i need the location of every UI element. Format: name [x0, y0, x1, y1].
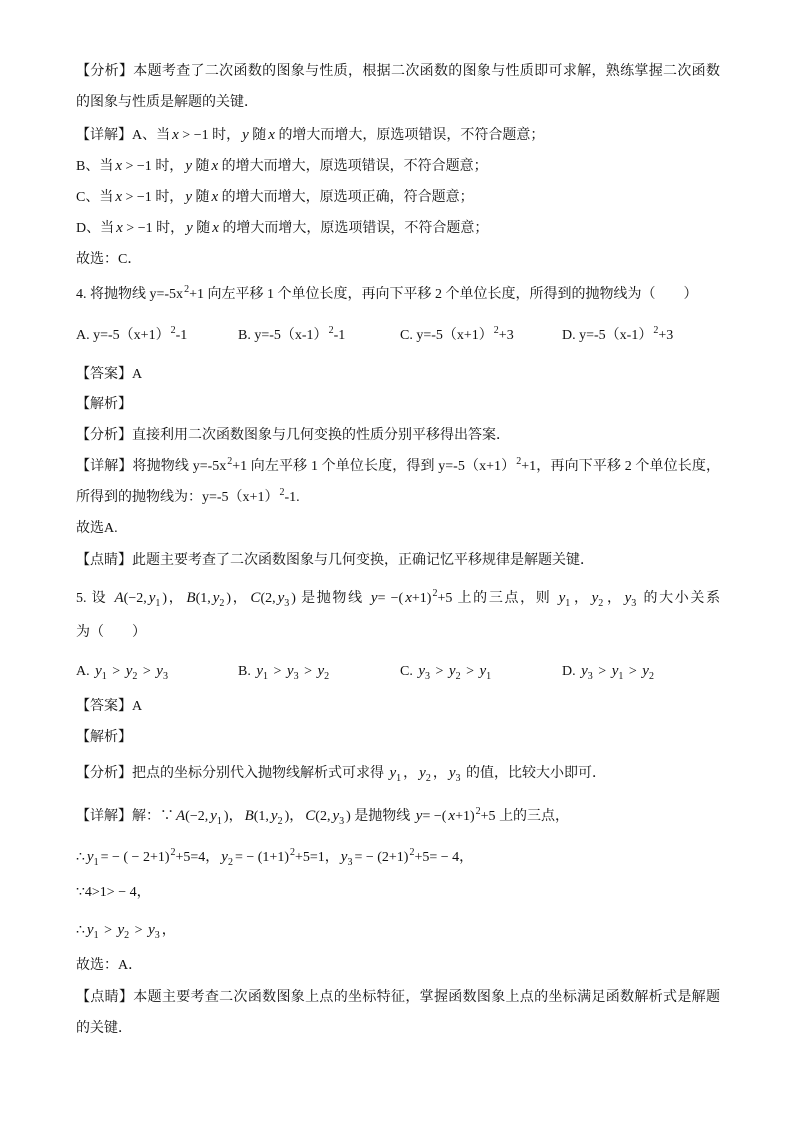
text-run: ，: [167, 591, 185, 606]
math-italic-variable: y: [95, 663, 102, 679]
text-run: 【详解】解：: [76, 809, 160, 824]
math-italic-variable: y: [185, 189, 192, 205]
math-roman: +5=1: [294, 850, 325, 865]
math-roman: +3: [658, 328, 674, 343]
subscript: 3: [455, 773, 461, 784]
q3-analysis-line-2: [76, 93, 258, 113]
math-roman: +5= − 4: [414, 850, 460, 865]
subscript: 1: [565, 598, 571, 609]
text-run: 是抛物线: [350, 809, 414, 824]
math-italic-variable: x: [116, 220, 123, 236]
math-roman: +1: [521, 459, 537, 474]
math-roman: +5: [480, 809, 496, 824]
superscript: 2: [289, 847, 295, 858]
q5-analysis: [76, 763, 606, 784]
math-roman: +5=4: [175, 850, 206, 865]
math-roman: ): [223, 809, 229, 824]
subscript: 2: [277, 816, 283, 827]
superscript: 2: [432, 588, 438, 599]
math-roman: +1): [455, 809, 475, 824]
text-run: 时，: [155, 190, 184, 205]
text-run: 【解析】: [76, 397, 132, 412]
q3-answer-choice: [76, 250, 141, 270]
math-italic-variable: y: [125, 663, 133, 679]
math-roman: ): [291, 591, 296, 606]
subscript: 1: [396, 773, 402, 784]
text-run: ，: [136, 885, 151, 900]
q3-detail-line-c: [76, 187, 474, 208]
math-roman: A. y=-5（x+1）: [76, 328, 170, 343]
superscript: 2: [279, 487, 285, 498]
text-run: 【答案】A: [76, 367, 143, 382]
superscript: 2: [653, 325, 659, 336]
math-roman: >: [625, 664, 641, 679]
superscript: 2: [184, 284, 190, 295]
q5-question-stem-line-1: [76, 588, 720, 609]
text-run: 个单位长度，得到: [317, 459, 439, 474]
text-run: 【答案】A: [76, 699, 143, 714]
q5-option-c: [400, 661, 493, 682]
math-roman: ∵4>1> − 4: [76, 885, 137, 900]
q4-option-d: [562, 326, 673, 346]
q4-option-b: [238, 326, 345, 346]
q4-answer: [76, 365, 142, 385]
math-italic-variable: y: [332, 808, 340, 824]
text-run: 【解析】: [76, 730, 132, 745]
math-roman: (1,: [253, 809, 269, 824]
q5-detail-line-2: [76, 847, 473, 868]
subscript: 3: [284, 598, 290, 609]
text-run: ，: [572, 591, 590, 606]
text-run: 的增大而增大，原选项错误，不符合题意；: [218, 221, 489, 236]
math-roman: = −(: [422, 809, 447, 824]
math-roman: > −1: [122, 159, 156, 174]
math-roman: 1: [310, 459, 318, 474]
superscript: 2: [328, 325, 334, 336]
text-run: 【详解】将抛物线: [76, 459, 193, 474]
q5-question-stem-line-2: [76, 623, 146, 643]
math-roman: ): [162, 591, 168, 606]
math-roman: 5.: [76, 591, 92, 606]
math-italic-variable: y: [317, 663, 325, 679]
math-roman: (−2,: [123, 591, 147, 606]
text-run: 是抛物线: [295, 591, 369, 606]
math-italic-variable: y: [210, 808, 217, 824]
subscript: 1: [486, 671, 492, 682]
q3-detail-line-b: [76, 156, 488, 177]
text-run: 个单位长度，: [631, 459, 721, 474]
superscript: 2: [227, 456, 233, 467]
text-run: ，: [324, 850, 339, 865]
subscript: 1: [93, 930, 99, 941]
math-roman: D.: [562, 664, 580, 679]
math-roman: ∴: [76, 850, 85, 865]
math-roman: > −1: [178, 128, 213, 143]
math-roman: (2,: [260, 591, 276, 606]
subscript: 1: [155, 598, 161, 609]
text-run: D、当: [76, 221, 115, 236]
text-run: 向左平移: [247, 459, 311, 474]
math-italic-variable: y: [221, 849, 228, 865]
text-run: ，: [459, 850, 474, 865]
math-roman: >: [300, 664, 316, 679]
q5-answer-choice: [76, 956, 142, 976]
text-run: 【分析】把点的坐标分别代入抛物线解析式可求得: [76, 766, 388, 781]
text-run: 时，: [155, 159, 184, 174]
math-roman: ∵: [160, 809, 174, 824]
math-roman: = − ( − 2+1): [100, 850, 170, 865]
text-run: 故选：C．: [76, 252, 142, 267]
math-italic-variable: y: [419, 765, 426, 781]
q4-option-c: [400, 326, 514, 346]
math-italic-variable: y: [212, 590, 220, 606]
math-roman: >: [462, 664, 478, 679]
math-italic-variable: y: [581, 663, 588, 679]
math-italic-variable: y: [117, 922, 125, 938]
text-run: 随: [192, 221, 211, 236]
math-roman: = − (2+1): [354, 850, 409, 865]
q5-comment-line-1: [76, 988, 720, 1008]
text-run: 随: [248, 128, 267, 143]
subscript: 3: [339, 816, 345, 827]
math-roman: = −(: [377, 591, 404, 606]
q4-detail-line-2: [76, 488, 300, 508]
math-italic-variable: C: [305, 808, 316, 824]
math-roman: D. y=-5（x-1）: [562, 328, 653, 343]
math-italic-variable: x: [448, 808, 456, 824]
q5-detail-line-4: [76, 920, 176, 941]
math-italic-variable: x: [268, 127, 275, 143]
text-run: 向左平移: [203, 287, 267, 302]
text-run: 【详解】A、当: [76, 128, 171, 143]
q5-comment-line-2: [76, 1019, 132, 1039]
q5-answer: [76, 697, 142, 717]
math-italic-variable: y: [86, 922, 94, 938]
math-italic-variable: y: [448, 765, 456, 781]
math-italic-variable: y: [611, 663, 619, 679]
math-italic-variable: x: [172, 127, 179, 143]
q4-comment: [76, 551, 594, 571]
math-roman: +3: [498, 328, 514, 343]
subscript: 1: [216, 816, 222, 827]
math-roman: -1: [333, 328, 346, 343]
text-run: 所得到的抛物线为：: [76, 490, 202, 505]
math-italic-variable: y: [286, 663, 294, 679]
math-italic-variable: y: [479, 663, 487, 679]
math-roman: ): [226, 591, 232, 606]
subscript: 1: [263, 671, 269, 682]
text-run: 【分析】直接利用二次函数图象与几何变换的性质分别平移得出答案．: [76, 428, 510, 443]
math-roman: +1: [189, 287, 204, 302]
text-run: C、当: [76, 190, 114, 205]
math-roman: >: [270, 664, 285, 679]
math-italic-variable: y: [415, 808, 423, 824]
q5-explanation-heading: [76, 728, 132, 748]
q4-question-stem: [76, 285, 697, 305]
math-roman: >: [131, 923, 147, 938]
math-roman: >: [108, 664, 124, 679]
subscript: 2: [648, 671, 654, 682]
math-italic-variable: y: [340, 849, 348, 865]
math-roman: ): [284, 809, 290, 824]
text-run: 上的三点，: [495, 809, 570, 824]
text-run: 的大小关系: [638, 591, 721, 606]
math-italic-variable: x: [211, 158, 219, 174]
math-italic-variable: y: [185, 158, 192, 174]
math-roman: >: [432, 664, 447, 679]
math-roman: = − (1+1): [234, 850, 289, 865]
math-roman: > −1: [122, 221, 157, 236]
math-italic-variable: y: [242, 127, 249, 143]
text-run: 为（ ）: [76, 625, 146, 640]
math-italic-variable: B: [186, 590, 196, 606]
q3-detail-line-d: [76, 218, 488, 239]
subscript: 3: [425, 671, 431, 682]
math-italic-variable: C: [250, 590, 261, 606]
subscript: 3: [587, 671, 593, 682]
q5-option-b: [238, 661, 331, 682]
math-italic-variable: B: [244, 808, 254, 824]
math-roman: (2,: [315, 809, 331, 824]
math-italic-variable: y: [156, 663, 163, 679]
math-italic-variable: y: [186, 220, 193, 236]
math-roman: y=-5x: [149, 287, 184, 302]
math-italic-variable: y: [148, 590, 156, 606]
math-italic-variable: A: [114, 590, 124, 606]
math-roman: A.: [76, 664, 94, 679]
subscript: 2: [425, 773, 431, 784]
q4-options-row: [76, 326, 716, 346]
subscript: 2: [227, 857, 233, 868]
text-run: 的增大而增大，原选项正确，符合题意；: [218, 190, 474, 205]
math-roman: 2: [624, 459, 632, 474]
text-run: 个单位长度，再向下平移: [273, 287, 435, 302]
math-italic-variable: x: [212, 220, 219, 236]
text-run: 【分析】本题考查了二次函数的图象与性质，根据二次函数的图象与性质即可求解，熟练掌握二次函数: [76, 64, 720, 79]
text-run: 将抛物线: [90, 287, 150, 302]
text-run: ，: [231, 591, 249, 606]
text-run: 故选A.: [76, 521, 118, 536]
math-roman: > −1: [122, 190, 156, 205]
math-roman: >: [594, 664, 610, 679]
subscript: 3: [631, 598, 637, 609]
subscript: 2: [132, 671, 138, 682]
text-run: 【点睛】此题主要考查了二次函数图象与几何变换，正确记忆平移规律是解题关键．: [76, 553, 594, 568]
text-run: B、当: [76, 159, 114, 174]
math-roman: >: [100, 923, 116, 938]
superscript: 2: [475, 806, 481, 817]
math-roman: C. y=-5（x+1）: [400, 328, 493, 343]
math-roman: C.: [400, 664, 417, 679]
math-italic-variable: x: [211, 189, 219, 205]
text-run: ，再向下平移: [536, 459, 625, 474]
math-italic-variable: y: [277, 590, 285, 606]
text-run: ，: [289, 809, 304, 824]
q5-option-d: [562, 661, 656, 682]
text-run: 随: [191, 190, 210, 205]
q5-options-row: [76, 661, 716, 681]
math-italic-variable: x: [115, 189, 123, 205]
subscript: 3: [293, 671, 299, 682]
superscript: 2: [170, 325, 176, 336]
text-run: ，: [403, 766, 418, 781]
text-run: 时，: [156, 221, 185, 236]
math-italic-variable: y: [448, 663, 456, 679]
text-run: 随: [191, 159, 210, 174]
math-italic-variable: y: [270, 808, 278, 824]
q5-detail-line-1: [76, 806, 569, 827]
text-run: 的值，比较大小即可．: [462, 766, 607, 781]
text-run: ，: [432, 766, 447, 781]
math-roman: y=-5（x+1）: [202, 490, 279, 505]
subscript: 1: [618, 671, 624, 682]
subscript: 1: [101, 671, 107, 682]
math-roman: +1): [411, 591, 432, 606]
superscript: 2: [493, 325, 499, 336]
text-run: 的增大而增大，原选项错误，不符合题意；: [274, 128, 545, 143]
math-roman: y=-5（x+1）: [438, 459, 516, 474]
math-italic-variable: y: [256, 663, 264, 679]
superscript: 2: [516, 456, 522, 467]
math-roman: ): [346, 809, 351, 824]
math-italic-variable: y: [370, 590, 378, 606]
math-roman: (1,: [195, 591, 211, 606]
text-run: 时，: [212, 128, 241, 143]
q4-analysis: [76, 426, 510, 446]
text-run: ，: [605, 591, 623, 606]
q3-detail-line-a: [76, 125, 544, 146]
subscript: 2: [598, 598, 604, 609]
subscript: 3: [162, 671, 168, 682]
q4-detail-line-1: [76, 457, 720, 477]
text-run: ，: [205, 850, 220, 865]
q4-answer-choice: [76, 519, 118, 539]
math-italic-variable: x: [405, 590, 412, 606]
math-roman: B. y=-5（x-1）: [238, 328, 328, 343]
text-run: ，: [228, 809, 243, 824]
math-italic-variable: y: [558, 590, 566, 606]
math-italic-variable: y: [642, 663, 649, 679]
text-run: 个单位长度，所得到的抛物线为（ ）: [441, 287, 698, 302]
text-run: 的关键．: [76, 1021, 132, 1036]
math-italic-variable: A: [176, 808, 186, 824]
math-roman: B.: [238, 664, 255, 679]
superscript: 2: [170, 847, 176, 858]
math-italic-variable: y: [624, 590, 632, 606]
text-run: ，: [161, 923, 176, 938]
q5-option-a: [76, 661, 170, 682]
math-roman: +1: [232, 459, 248, 474]
math-italic-variable: y: [418, 663, 426, 679]
subscript: 3: [347, 857, 353, 868]
text-run: 【点睛】本题主要考查二次函数图象上点的坐标特征，掌握函数图象上点的坐标满足函数解析式是解题: [76, 990, 720, 1005]
math-roman: (−2,: [185, 809, 209, 824]
text-run: 上的三点，则: [452, 591, 557, 606]
q4-option-a: [76, 326, 187, 346]
math-italic-variable: x: [115, 158, 123, 174]
superscript: 2: [409, 847, 415, 858]
subscript: 3: [154, 930, 160, 941]
subscript: 2: [324, 671, 330, 682]
math-italic-variable: y: [591, 590, 599, 606]
math-roman: y=-5x: [192, 459, 227, 474]
math-roman: +5: [437, 591, 453, 606]
math-roman: ∴: [76, 923, 85, 938]
math-roman: 2: [434, 287, 442, 302]
text-run: 故选：A．: [76, 958, 143, 973]
q5-detail-line-3: [76, 883, 151, 903]
text-run: 设: [91, 591, 113, 606]
subscript: 2: [455, 671, 461, 682]
text-run: 的增大而增大，原选项错误，不符合题意；: [218, 159, 488, 174]
subscript: 1: [93, 857, 99, 868]
q4-explanation-heading: [76, 395, 132, 415]
math-italic-variable: y: [148, 922, 155, 938]
q3-analysis-line-1: [76, 62, 720, 82]
subscript: 2: [124, 930, 130, 941]
math-italic-variable: y: [86, 849, 94, 865]
math-roman: -1: [175, 328, 188, 343]
math-roman: >: [139, 664, 155, 679]
subscript: 2: [219, 598, 225, 609]
math-roman: -1.: [284, 490, 300, 505]
math-italic-variable: y: [389, 765, 397, 781]
math-roman: 1: [266, 287, 274, 302]
text-run: 的图象与性质是解题的关键．: [76, 95, 258, 110]
math-roman: 4.: [76, 287, 90, 302]
